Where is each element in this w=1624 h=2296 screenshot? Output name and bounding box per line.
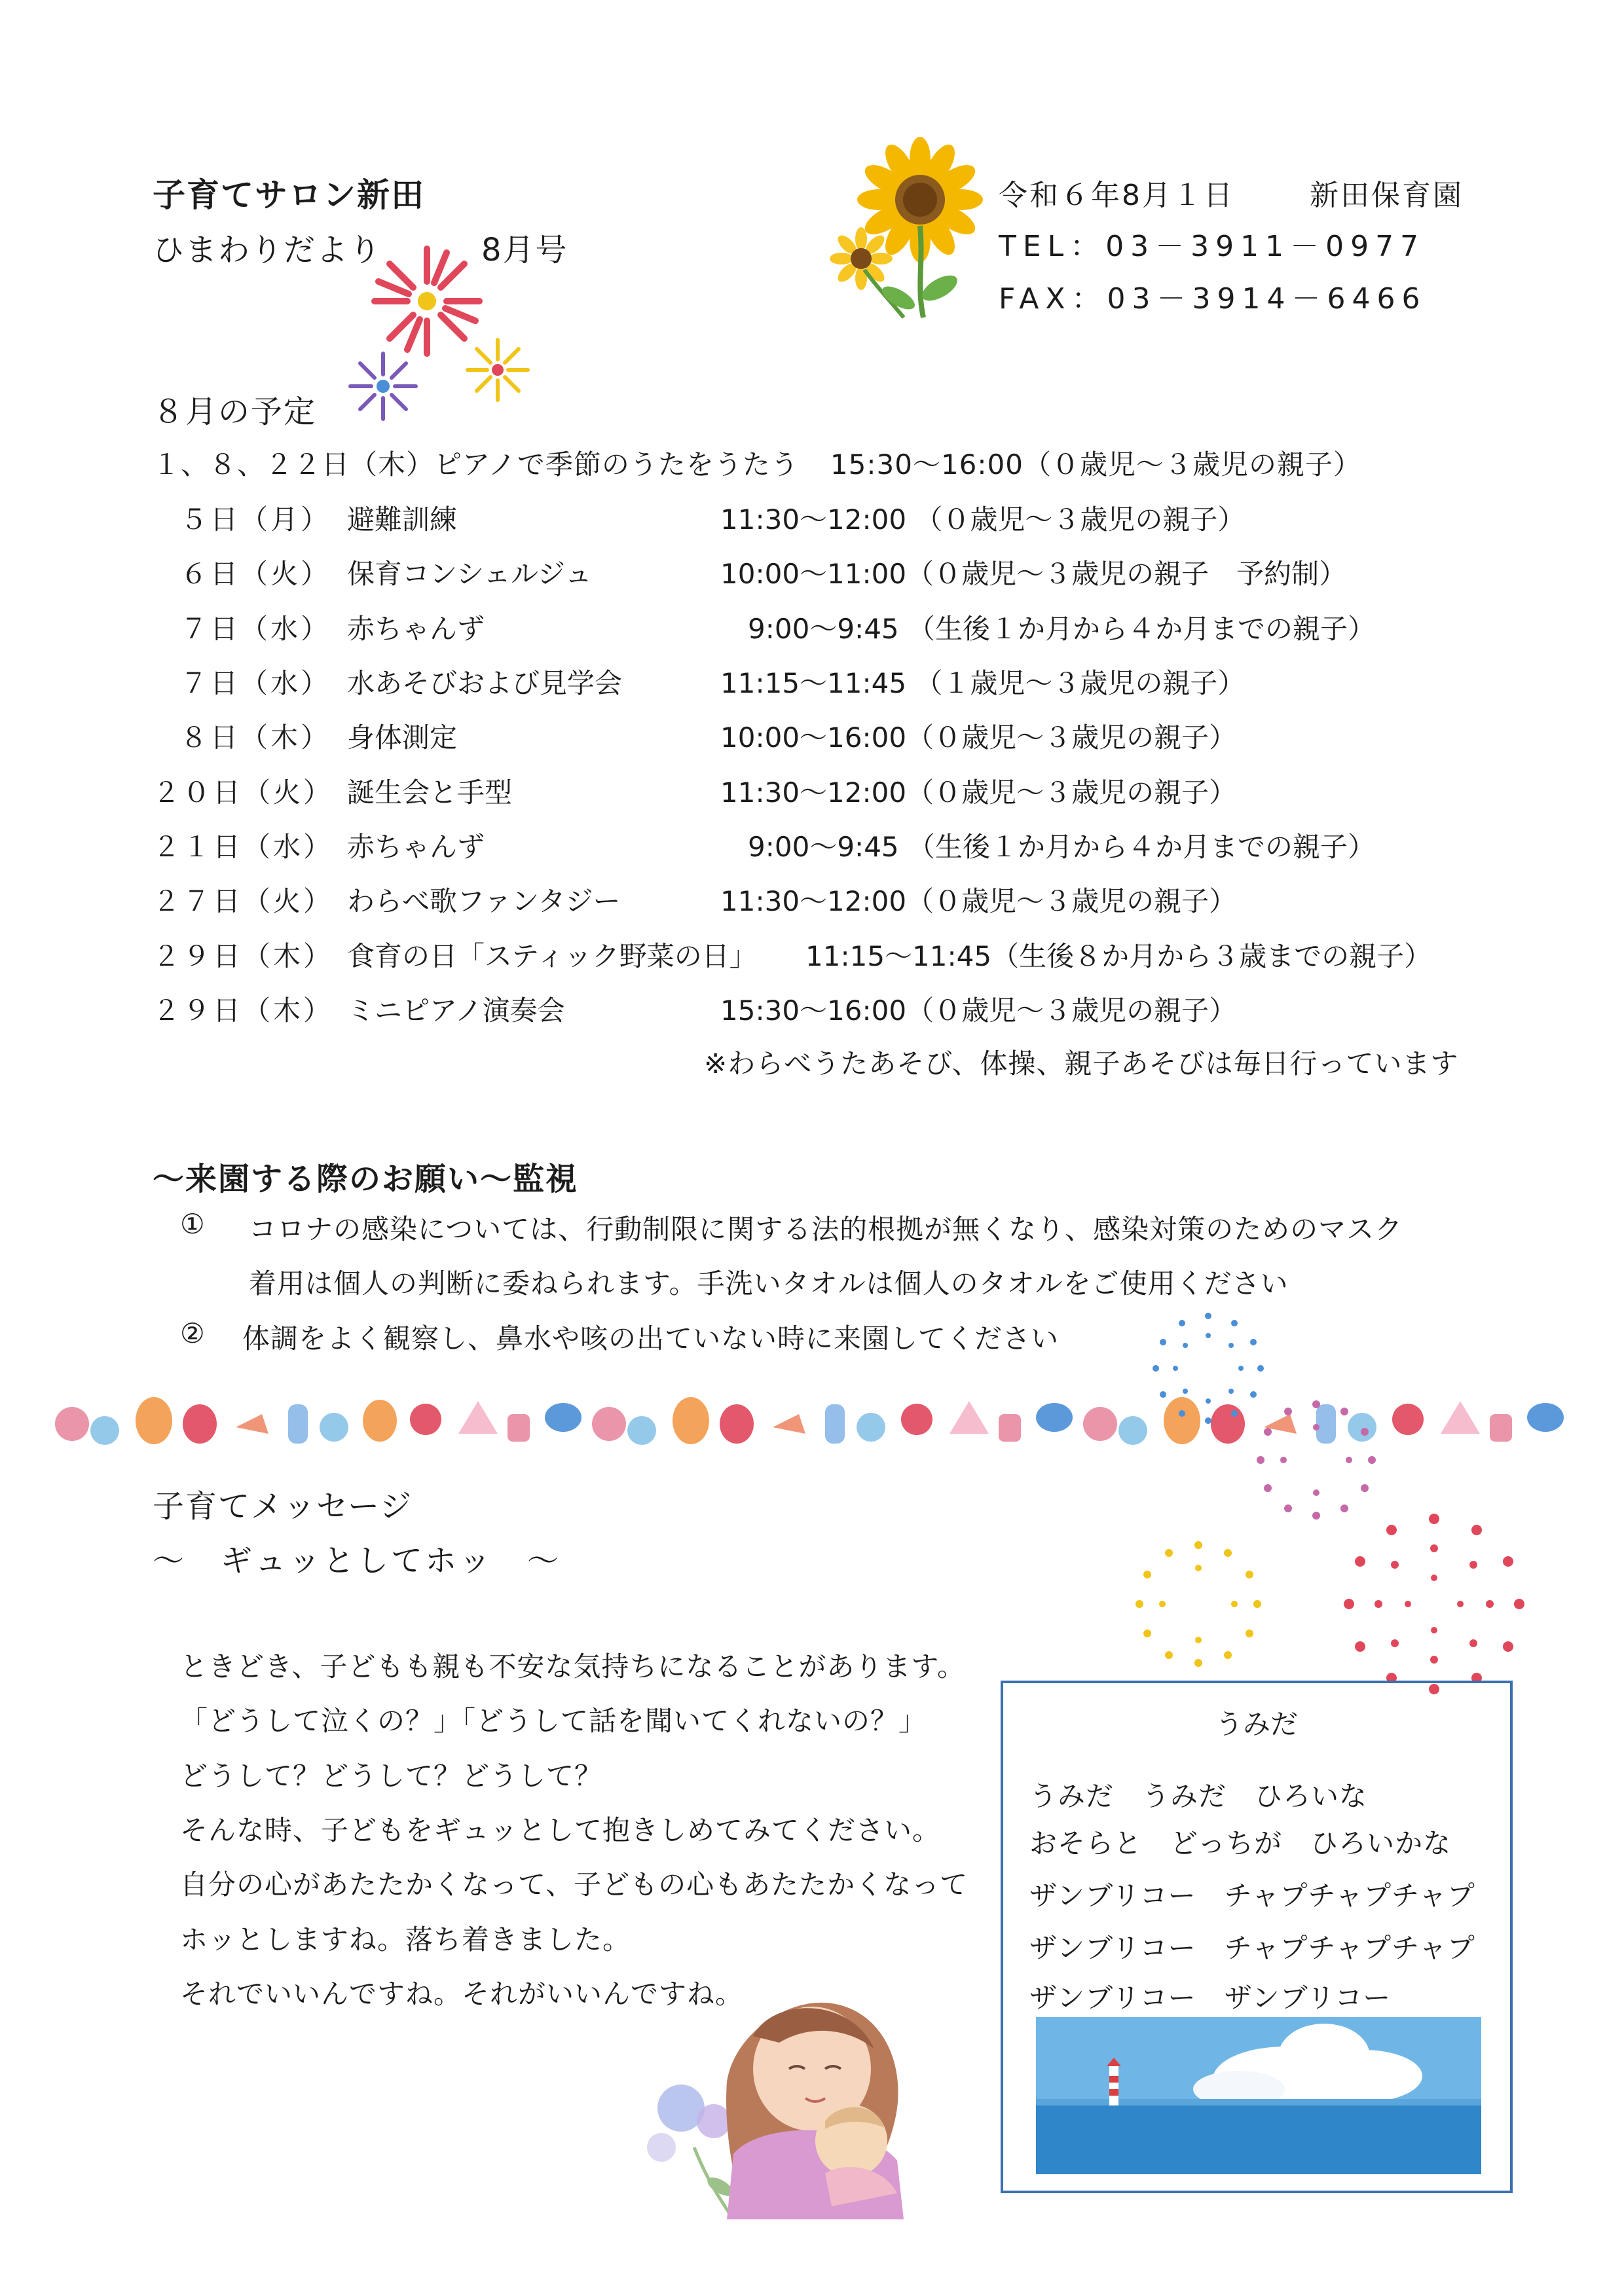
message-line: 自分の心があたたかくなって、子どもの心もあたたかくなって [180, 1868, 969, 1901]
schedule-time: 11:30～12:00（０歳児～３歳児の親子） [720, 776, 1237, 809]
schedule-date: ７日（水） [180, 613, 331, 645]
schedule-date: ２９日（木） [153, 940, 334, 972]
request-item-number: ① [180, 1208, 206, 1240]
schedule-event: 保育コンシェルジュ [347, 558, 593, 590]
schedule-time: 9:00～9:45 （生後１か月から４か月までの親子） [720, 613, 1375, 645]
schedule-event: 水あそびおよび見学会 [347, 667, 623, 699]
sea-illustration [1036, 2017, 1481, 2174]
message-line: それでいいんですね。それがいいんですね。 [180, 1978, 744, 2010]
issue-label: 8月号 [481, 232, 568, 268]
schedule-date: ２１日（水） [153, 831, 334, 863]
schedule-time: 15:30～16:00（０歳児～３歳児の親子） [830, 448, 1361, 481]
sunflower-illustration [825, 131, 995, 321]
schedule-event: ピアノで季節のうたをうたう [434, 448, 799, 481]
message-subheading: ～ ギュッとしてホッ ～ [153, 1542, 562, 1579]
schedule-time: 10:00～16:00（０歳児～３歳児の親子） [720, 721, 1237, 754]
schedule-date: ２７日（火） [153, 885, 334, 917]
schedule-date: ８日（木） [180, 721, 331, 754]
schedule-event: ミニピアノ演奏会 [347, 994, 565, 1027]
message-line: ときどき、子どもも親も不安な気持ちになることがあります。 [180, 1650, 965, 1683]
schedule-time: 15:30～16:00（０歳児～３歳児の親子） [720, 994, 1237, 1027]
poem-title: うみだ [1215, 1708, 1298, 1740]
schedule-time: 9:00～9:45 （生後１か月から４か月までの親子） [720, 831, 1375, 863]
schedule-event: 食育の日「スティック野菜の日」 [347, 940, 757, 972]
message-line: ホッとしますね。落ち着きました。 [180, 1923, 631, 1956]
poem-box [1001, 1681, 1513, 2193]
message-heading: 子育てメッセージ [153, 1488, 413, 1525]
poem-line: おそらと どっちが ひろいかな [1029, 1827, 1452, 1859]
schedule-time: 11:15～11:45（生後８か月から３歳までの親子） [805, 940, 1432, 972]
schedule-date: ７日（水） [180, 667, 331, 699]
sea-picture [1036, 2017, 1481, 2174]
newsletter-name: ひまわりだより [153, 232, 382, 268]
request-item-number: ② [180, 1317, 206, 1349]
schedule-time: 11:30～12:00（０歳児～３歳児の親子） [720, 885, 1237, 917]
fireworks-illustration-right [1107, 1303, 1552, 1735]
schedule-time: 11:15～11:45 （１歳児～３歳児の親子） [720, 667, 1246, 699]
telephone: TEL：03－3911－0977 [999, 230, 1426, 263]
poem-line: ザンブリコー チャプチャプチャプ [1029, 1880, 1475, 1912]
request-item-text: 体調をよく観察し、鼻水や咳の出ていない時に来園してください [242, 1322, 1060, 1355]
issue-date: 令和６年8月１日 [999, 179, 1234, 212]
schedule-time: 11:30～12:00 （０歳児～３歳児の親子） [720, 503, 1246, 536]
poem-line: ザンブリコー チャプチャプチャプ [1029, 1932, 1475, 1964]
schedule-date: １、８、２２日（木） [153, 448, 435, 481]
schedule-note: ※わらべうたあそび、体操、親子あそびは毎日行っています [704, 1048, 1459, 1080]
schedule-row-first [153, 443, 1361, 483]
schedule-event: わらべ歌ファンタジー [347, 885, 621, 917]
schedule-event: 赤ちゃんず [347, 613, 485, 645]
request-item-text: 着用は個人の判断に委ねられます。手洗いタオルは個人のタオルをご使用ください [249, 1267, 1289, 1300]
poem-line: うみだ うみだ ひろいな [1029, 1780, 1368, 1812]
schedule-event: 身体測定 [347, 721, 458, 754]
schedule-date: ２９日（木） [153, 994, 334, 1027]
message-line: 「どうして泣くの？」「どうして話を聞いてくれないの？」 [180, 1705, 927, 1737]
message-line: そんな時、子どもをギュッとして抱きしめてみてください。 [180, 1814, 941, 1846]
fax: FAX：03－3914－6466 [999, 282, 1427, 316]
schedule-date: ６日（火） [180, 558, 331, 590]
schedule-event: 誕生会と手型 [347, 776, 513, 809]
schedule-time: 10:00～11:00（０歳児～３歳児の親子 予約制） [720, 558, 1347, 590]
schedule-event: 避難訓練 [347, 503, 458, 536]
request-item-text: コロナの感染については、行動制限に関する法的根拠が無くなり、感染対策のためのマスク [249, 1213, 1403, 1245]
salon-title: 子育てサロン新田 [153, 176, 425, 214]
schedule-date: ２０日（火） [153, 776, 334, 809]
mother-baby-illustration [616, 1958, 982, 2219]
message-line: どうして？どうして？どうして？ [180, 1760, 603, 1792]
schedule-heading: ８月の予定 [153, 393, 317, 430]
poem-line: ザンブリコー ザンブリコー [1029, 1982, 1392, 2014]
schedule-event: 赤ちゃんず [347, 831, 485, 863]
request-heading: ～来園する際のお願い～監視 [153, 1161, 579, 1197]
organization-name: 新田保育園 [1310, 179, 1464, 212]
fireworks-illustration-top [334, 239, 544, 435]
schedule-date: ５日（月） [180, 503, 331, 536]
